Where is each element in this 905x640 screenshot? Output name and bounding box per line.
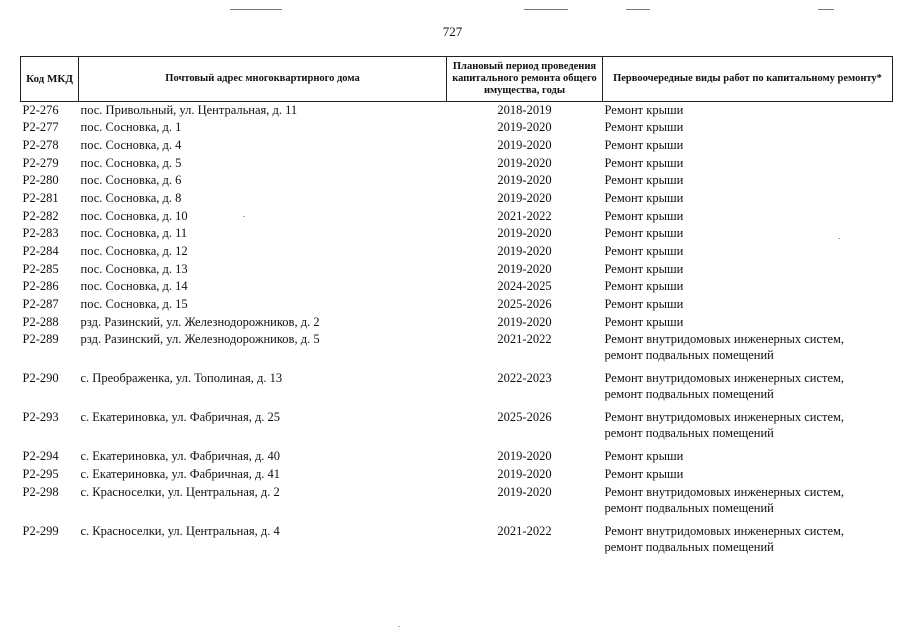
work-type: Ремонт крыши [604,467,684,482]
table-row [21,370,893,409]
table-row [21,466,893,484]
table-row [21,409,893,448]
row-address: пос. Сосновка, д. 5 [80,155,182,170]
row-address: с. Красноселки, ул. Центральная, д. 2 [80,484,280,499]
row-works [603,409,893,448]
work-type: ремонт подвальных помещений [604,500,774,515]
row-period: 2024-2025 [497,279,552,294]
row-period: 2019-2020 [497,173,552,188]
scan-speck [838,238,840,239]
row-works [603,102,893,120]
row-code: Р2-276 [22,103,59,117]
header-rule-left [230,9,282,10]
row-code: Р2-279 [22,155,59,170]
row-code: Р2-286 [22,279,59,294]
row-address: рзд. Разинский, ул. Железнодорожников, д. 5 [80,332,320,347]
header-period: Плановый период проведения капитального ремонта общего имущества, годы [447,57,603,102]
row-address: с. Екатериновка, ул. Фабричная, д. 41 [80,467,281,482]
row-works [603,331,893,370]
row-period: 2019-2020 [497,226,552,241]
row-address: пос. Сосновка, д. 12 [80,244,188,258]
row-address: рзд. Разинский, ул. Железнодорожников, д. 2 [80,314,320,329]
row-code: Р2-294 [22,449,59,464]
header-rule-center [524,9,568,10]
row-works [603,225,893,243]
table-row [21,155,893,173]
row-code: Р2-299 [22,523,59,538]
work-type: Ремонт внутридомовых инженерных систем, [604,484,845,499]
table-row [21,190,893,208]
row-code: Р2-287 [22,297,59,312]
table-row [21,261,893,279]
work-type: Ремонт крыши [604,279,684,294]
row-code: Р2-282 [22,208,59,223]
row-period: 2019-2020 [497,484,552,499]
table-row [21,137,893,155]
table-body [21,102,893,558]
row-address: пос. Сосновка, д. 6 [80,173,182,188]
row-period: 2019-2020 [497,120,552,135]
work-type: Ремонт крыши [604,155,684,170]
work-type: Ремонт крыши [604,244,684,258]
table-row [21,119,893,137]
row-code: Р2-298 [22,484,59,499]
row-period: 2021-2022 [497,523,552,538]
table-row [21,448,893,466]
row-period: 2018-2019 [497,103,552,117]
row-works [603,314,893,332]
table-row [21,296,893,314]
scan-speck [243,216,245,217]
row-code: Р2-283 [22,226,59,241]
table-header-row [21,57,893,102]
row-code: Р2-284 [22,244,59,258]
work-type: Ремонт внутридомовых инженерных систем, [604,332,845,347]
table-row [21,172,893,190]
header-address: Почтовый адрес многоквартирного дома [79,57,447,102]
row-code: Р2-293 [22,410,59,425]
row-address: пос. Сосновка, д. 1 [80,120,182,135]
work-type: Ремонт внутридомовых инженерных систем, [604,523,845,538]
work-type: Ремонт крыши [604,120,684,135]
row-works [603,523,893,558]
table-row [21,484,893,523]
table-row [21,225,893,243]
row-works [603,190,893,208]
table-row [21,314,893,332]
row-code: Р2-289 [22,332,59,347]
row-period: 2019-2020 [497,137,552,152]
work-type: Ремонт крыши [604,226,684,241]
work-type: ремонт подвальных помещений [604,348,774,363]
row-code: Р2-288 [22,314,59,329]
table-row [21,102,893,120]
work-type: ремонт подвальных помещений [604,387,774,402]
row-address: пос. Привольный, ул. Центральная, д. 11 [80,103,298,117]
repair-schedule-table [20,56,893,558]
row-works [603,370,893,409]
row-works [603,119,893,137]
work-type: Ремонт крыши [604,190,684,205]
row-works [603,261,893,279]
row-works [603,296,893,314]
row-address: с. Екатериновка, ул. Фабричная, д. 40 [80,449,281,464]
header-code: Код МКД [21,57,79,102]
table-row [21,243,893,261]
row-code: Р2-278 [22,137,59,152]
row-period: 2021-2022 [497,208,552,223]
row-period: 2019-2020 [497,155,552,170]
work-type: Ремонт крыши [604,137,684,152]
row-address: пос. Сосновка, д. 15 [80,297,188,312]
table-row [21,331,893,370]
work-type: Ремонт крыши [604,449,684,464]
row-period: 2019-2020 [497,449,552,464]
row-address: пос. Сосновка, д. 11 [80,226,188,241]
header-rule-center-2 [626,9,650,10]
row-code: Р2-285 [22,261,59,276]
row-address: пос. Сосновка, д. 4 [80,137,182,152]
header-rule-right [818,9,834,10]
row-period: 2019-2020 [497,314,552,329]
row-works [603,208,893,226]
row-period: 2025-2026 [497,410,552,425]
work-type: Ремонт крыши [604,297,684,312]
row-address: пос. Сосновка, д. 10 [80,208,188,223]
work-type: ремонт подвальных помещений [604,426,774,441]
row-period: 2021-2022 [497,332,552,347]
row-period: 2022-2023 [497,371,552,386]
row-period: 2019-2020 [497,190,552,205]
row-period: 2019-2020 [497,261,552,276]
page-number: 727 [442,24,463,39]
row-address: с. Красноселки, ул. Центральная, д. 4 [80,523,280,538]
row-code: Р2-280 [22,173,59,188]
row-works [603,155,893,173]
row-address: пос. Сосновка, д. 8 [80,190,182,205]
row-address: с. Екатериновка, ул. Фабричная, д. 25 [80,410,281,425]
row-address: с. Преображенка, ул. Тополиная, д. 13 [80,371,283,386]
work-type: Ремонт крыши [604,173,684,188]
row-period: 2019-2020 [497,467,552,482]
work-type: Ремонт крыши [604,103,684,117]
row-period: 2025-2026 [497,297,552,312]
work-type: Ремонт крыши [604,208,684,223]
row-works [603,137,893,155]
row-code: Р2-277 [22,120,59,135]
work-type: Ремонт внутридомовых инженерных систем, [604,371,845,386]
row-works [603,243,893,261]
row-address: пос. Сосновка, д. 14 [80,279,188,294]
row-works [603,172,893,190]
header-works: Первоочередные виды работ по капитальному ремонту* [603,57,893,102]
work-type: Ремонт крыши [604,314,684,329]
scan-speck [398,626,400,627]
work-type: Ремонт крыши [604,261,684,276]
table-row [21,523,893,558]
work-type: Ремонт внутридомовых инженерных систем, [604,410,845,425]
row-works [603,466,893,484]
row-code: Р2-281 [22,190,59,205]
row-address: пос. Сосновка, д. 13 [80,261,188,276]
work-type: ремонт подвальных помещений [604,539,774,554]
row-code: Р2-290 [22,371,59,386]
row-works [603,448,893,466]
table-row [21,278,893,296]
row-code: Р2-295 [22,467,59,482]
row-period: 2019-2020 [497,244,552,258]
row-works [603,484,893,523]
table-row [21,208,893,226]
row-works [603,278,893,296]
